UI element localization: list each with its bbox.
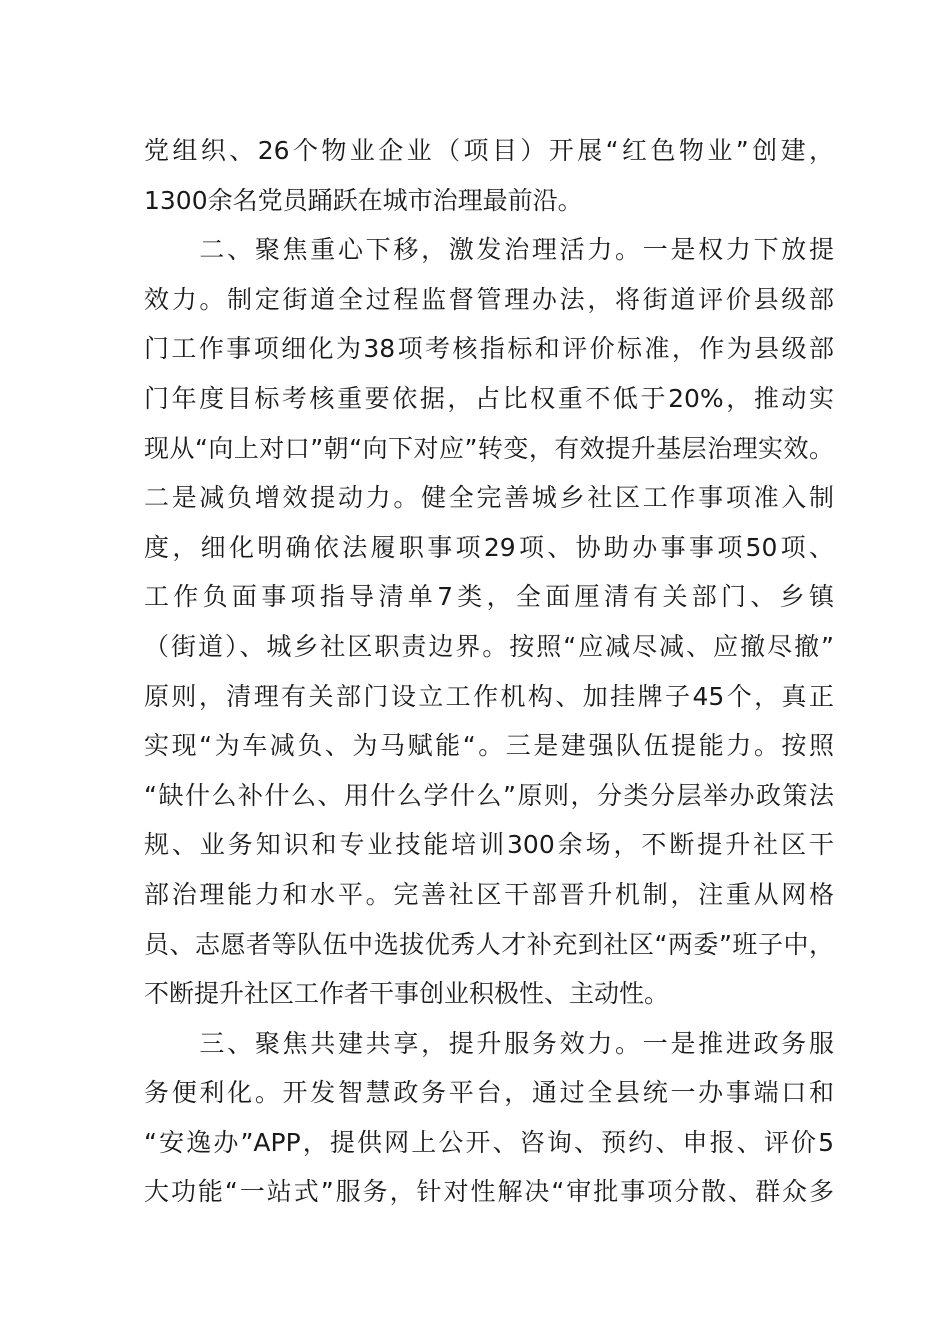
text-line: 原则，清理有关部门设立工作机构、加挂牌子45个，真正 (144, 681, 834, 711)
text-line: 不断提升社区工作者干事创业积极性、主动性。 (144, 979, 670, 1009)
text-line: 度，细化明确依法履职事项29项、协助办事事项50项、 (144, 532, 834, 562)
text-line: 三、聚焦共建共享，提升服务效力。一是推进政务服 (144, 1028, 834, 1058)
text-line: 门年度目标考核重要依据，占比权重不低于20%，推动实 (144, 383, 834, 413)
text-line: “安逸办”APP，提供网上公开、咨询、预约、申报、评价5 (144, 1127, 834, 1157)
text-line: 务便利化。开发智慧政务平台，通过全县统一办事端口和 (144, 1078, 834, 1108)
text-line: 大功能“一站式”服务，针对性解决“审批事项分散、群众多 (144, 1177, 834, 1207)
text-line: 工作负面事项指导清单7类，全面厘清有关部门、乡镇 (144, 582, 834, 612)
body-text (144, 126, 834, 1217)
text-line: 实现“为车减负、为马赋能“。三是建强队伍提能力。按照 (144, 731, 834, 761)
text-line: 二、聚焦重心下移，激发治理活力。一是权力下放提 (144, 235, 834, 265)
text-line: 部治理能力和水平。完善社区干部晋升机制，注重从网格 (144, 879, 834, 909)
text-line: 员、志愿者等队伍中选拔优秀人才补充到社区“两委”班子中， (144, 929, 834, 959)
text-line: （街道）、城乡社区职责边界。按照“应减尽减、应撤尽撤” (144, 631, 834, 661)
text-line: 效力。制定街道全过程监督管理办法，将街道评价县级部 (144, 284, 834, 314)
text-line: 党组织、26个物业企业（项目）开展“红色物业”创建， (144, 136, 834, 165)
text-line: 现从“向上对口”朝“向下对应”转变，有效提升基层治理实效。 (144, 433, 834, 463)
text-line: “缺什么补什么、用什么学什么”原则，分类分层举办政策法 (144, 780, 834, 810)
text-line: 二是减负增效提动力。健全完善城乡社区工作事项准入制 (144, 483, 834, 513)
text-line: 门工作事项细化为38项考核指标和评价标准，作为县级部 (144, 334, 834, 364)
text-line: 规、业务知识和专业技能培训300余场，不断提升社区干 (144, 830, 834, 860)
text-line: 1300余名党员踊跃在城市治理最前沿。 (144, 185, 583, 215)
